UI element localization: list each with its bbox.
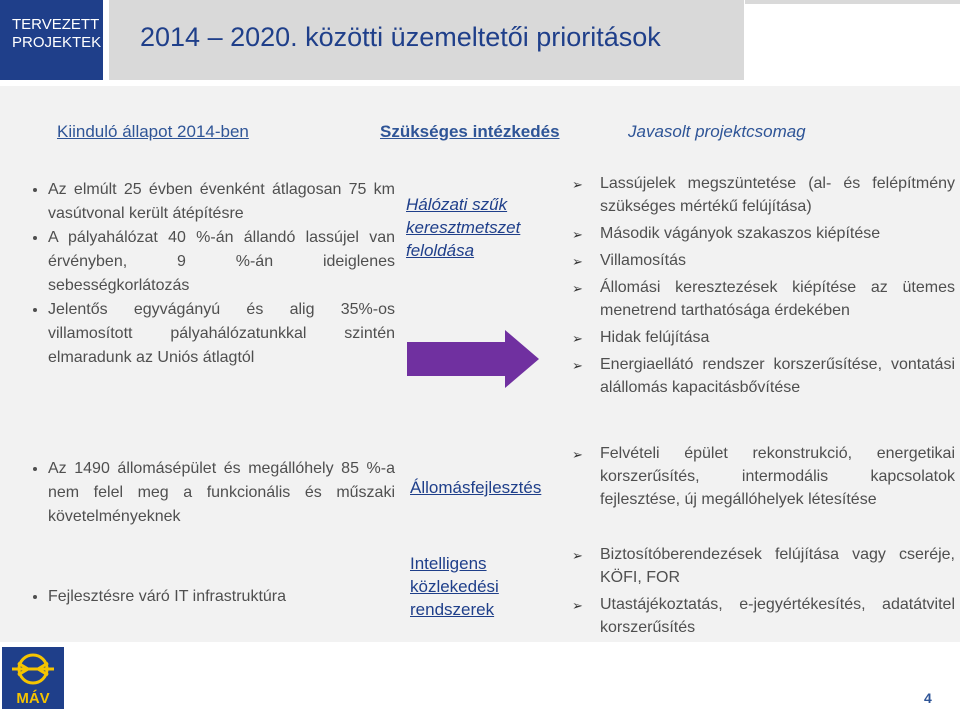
list-item: • Jelentős egyvágányú és alig 35%-os villamosított pályahálózatunkkal szintén elmaradunk az Uniós átlagtól [48, 298, 395, 370]
badge-line2: PROJEKTEK [12, 34, 102, 51]
row2-projects [572, 442, 955, 511]
row1-measure: Hálózati szűk keresztmetszet feloldása [406, 195, 521, 260]
right-arrow-icon [407, 330, 539, 388]
row2-measure: Állomásfejlesztés [410, 478, 542, 497]
chevron-right-icon: ➢ [572, 177, 583, 192]
list-item: ➢ Hidak felújítása [600, 326, 955, 349]
project-badge [0, 0, 103, 80]
chevron-right-icon: ➢ [572, 254, 583, 269]
chevron-right-icon: ➢ [572, 548, 583, 563]
chevron-right-icon: ➢ [572, 331, 583, 346]
list-item: • A pályahálózat 40 %-án állandó lassújel van érvényben, 9 %-án ideiglenes sebességkorlátozás [48, 226, 395, 298]
chevron-right-icon: ➢ [572, 598, 583, 613]
top-divider [745, 0, 960, 4]
list-item: • Az 1490 állomásépület és megállóhely 85 %-a nem felel meg a funkcionális és műszaki követelményeknek [48, 457, 395, 529]
row2-initial-state [20, 457, 395, 529]
mav-logo-icon [2, 647, 64, 709]
list-item: • Fejlesztésre váró IT infrastruktúra [48, 585, 395, 609]
chevron-right-icon: ➢ [572, 281, 583, 296]
chevron-right-icon: ➢ [572, 358, 583, 373]
list-item: ➢ Felvételi épület rekonstrukció, energetikai korszerűsítés, intermodális kapcsolatok fejlesztése, új megállóhelyek létesítése [572, 445, 955, 508]
row1-projects [572, 172, 955, 399]
row1-initial-state [20, 178, 395, 370]
list-item: ➢ Energiaellátó rendszer korszerűsítése, vontatási alállomás kapacitásbővítése [572, 356, 955, 396]
chevron-right-icon: ➢ [572, 227, 583, 242]
logo-text: MÁV [16, 690, 50, 707]
row3-projects [572, 543, 955, 639]
page-title: 2014 – 2020. közötti üzemeltetői prioritások [140, 22, 661, 52]
header-proposed-package: Javasolt projektcsomag [628, 122, 806, 141]
list-item: ➢ Állomási keresztezések kiépítése az ütemes menetrend tarthatósága érdekében [572, 279, 955, 319]
page-number: 4 [924, 690, 932, 706]
header-initial-state: Kiinduló állapot 2014-ben [57, 122, 249, 141]
list-item: • Az elmúlt 25 évben évenként átlagosan 75 km vasútvonal került átépítésre [48, 178, 395, 226]
row3-initial-state [20, 585, 395, 609]
badge-line1: TERVEZETT [12, 16, 100, 33]
header-required-measure: Szükséges intézkedés [380, 122, 560, 141]
list-item: ➢ Biztosítóberendezések felújítása vagy cseréje, KÖFI, FOR [572, 546, 955, 586]
list-item: ➢ Lassújelek megszüntetése (al- és felépítmény szükséges mértékű felújítása) [572, 175, 955, 215]
list-item: ➢ Utastájékoztatás, e-jegyértékesítés, adatátvitel korszerűsítés [572, 596, 955, 636]
list-item: ➢ Második vágányok szakaszos kiépítése [600, 222, 955, 245]
mav-logo [2, 647, 64, 709]
list-item: ➢ Villamosítás [600, 249, 955, 272]
chevron-right-icon: ➢ [572, 447, 583, 462]
row3-measure: Intelligens közlekedési rendszerek [410, 554, 499, 619]
